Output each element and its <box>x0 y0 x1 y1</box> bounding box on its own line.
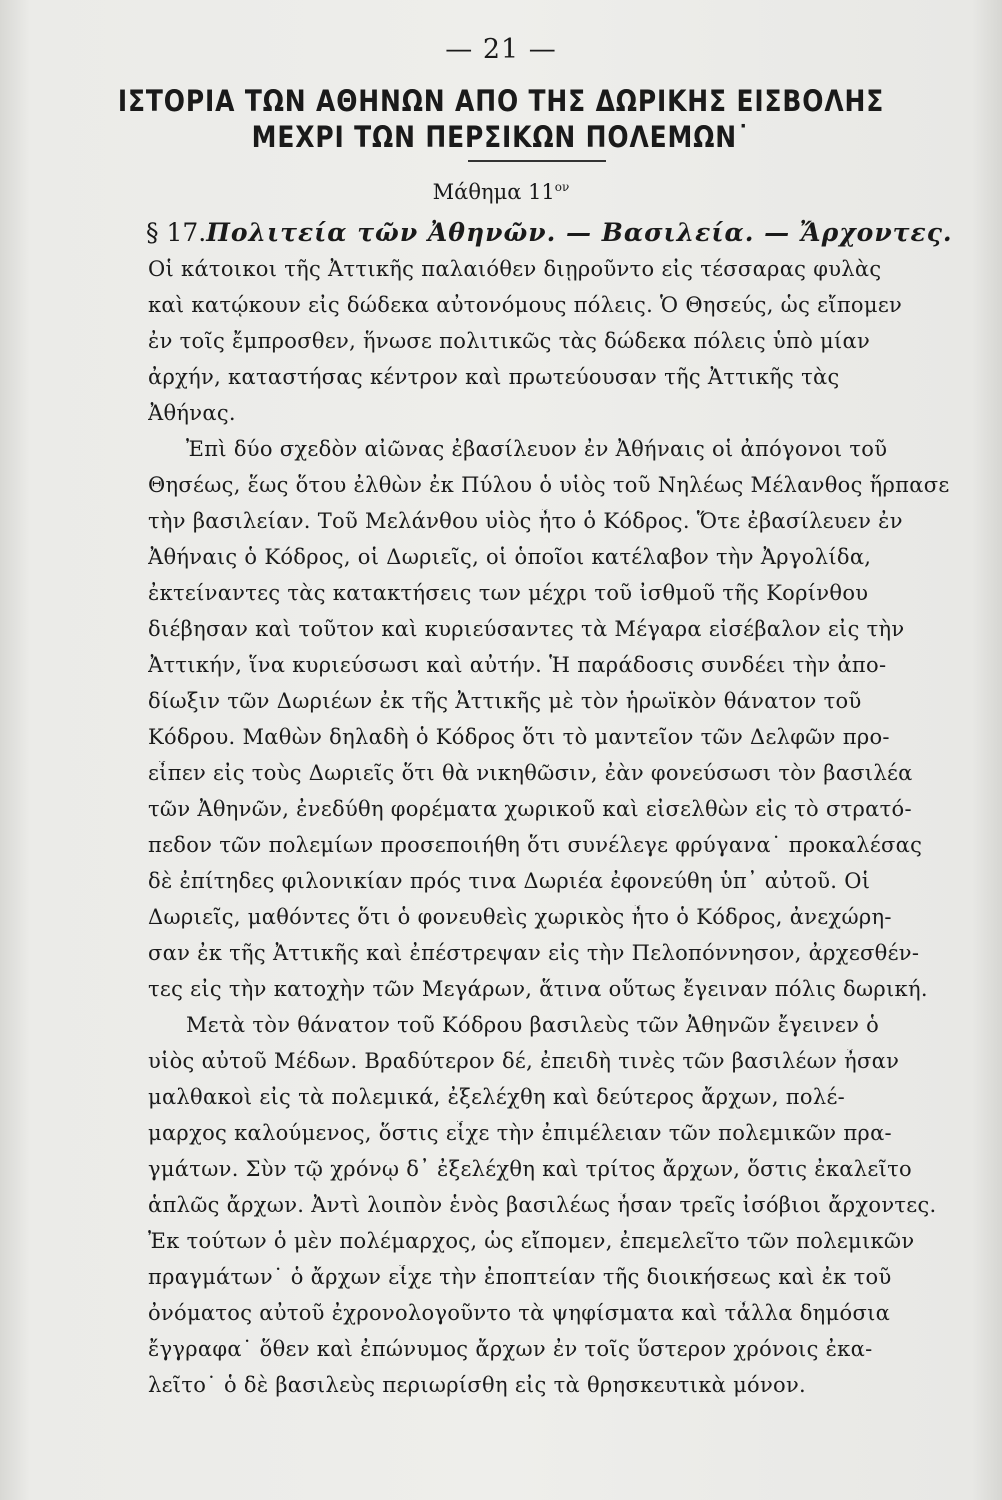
text-line: Ἐπὶ δύο σχεδὸν αἰῶνας ἐβασίλευον ἐν Ἀθήναις οἱ ἀπόγονοι τοῦ <box>186 437 888 461</box>
text-line: μαρχος καλούμενος, ὅστις εἶχε τὴν ἐπιμέλειαν τῶν πολεμικῶν πρα- <box>148 1121 892 1145</box>
text-line: ὀνόματος αὐτοῦ ἐχρονολογοῦντο τὰ ψηφίσματα καὶ τἆλλα δημόσια <box>148 1301 891 1325</box>
text-line: καὶ κατῴκουν εἰς δώδεκα αὐτονόμους πόλεις. Ὁ Θησεύς, ὡς εἴπομεν <box>148 293 903 317</box>
page-number: — 21 — <box>445 34 557 65</box>
text-line: μαλθακοὶ εἰς τὰ πολεμικά, ἐξελέχθη καὶ δεύτερος ἄρχων, πολέ- <box>148 1085 846 1109</box>
text-line: πεδον τῶν πολεμίων προσεποιήθη ὅτι συνέλεγε φρύγανα˙ προκαλέσας <box>148 833 923 857</box>
text-line: ἐκτείναντες τὰς κατακτήσεις των μέχρι τοῦ ἰσθμοῦ τῆς Κορίνθου <box>148 581 869 605</box>
lesson-label-suffix: ον <box>554 180 570 194</box>
text-line: σαν ἐκ τῆς Ἀττικῆς καὶ ἐπέστρεψαν εἰς τὴν Πελοπόννησον, ἀρχεσθέν- <box>148 941 920 965</box>
chapter-title-line-1: ΙΣΤΟΡΙΑ ΤΩΝ ΑΘΗΝΩΝ ΑΠΟ ΤΗΣ ΔΩΡΙΚΗΣ ΕΙΣΒΟΛΗΣ <box>117 84 885 118</box>
text-line: πραγμάτων˙ ὁ ἄρχων εἶχε τὴν ἐποπτείαν τῆς διοικήσεως καὶ ἐκ τοῦ <box>148 1265 892 1289</box>
lesson-label-text: Μάθημα 11 <box>432 180 555 204</box>
text-line: Ἀθήναις ὁ Κόδρος, οἱ Δωριεῖς, οἱ ὁποῖοι κατέλαβον τὴν Ἀργολίδα, <box>148 545 872 569</box>
text-line: Οἱ κάτοικοι τῆς Ἀττικῆς παλαιόθεν διῃροῦντο εἰς τέσσαρας φυλὰς <box>148 257 882 281</box>
text-line: Δωριεῖς, μαθόντες ὅτι ὁ φονευθεὶς χωρικὸς ἦτο ὁ Κόδρος, ἀνεχώρη- <box>148 905 892 929</box>
text-line: δὲ ἐπίτηδες φιλονικίαν πρός τινα Δωριέα ἐφονεύθη ὑπ᾽ αὐτοῦ. Οἱ <box>148 869 871 893</box>
text-line: Θησέως, ἕως ὅτου ἐλθὼν ἐκ Πύλου ὁ υἱὸς τοῦ Νηλέως Μέλανθος ἥρπασε <box>148 473 950 497</box>
chapter-title-line-2: ΜΕΧΡΙ ΤΩΝ ΠΕΡΣΙΚΩΝ ΠΟΛΕΜΩΝ˙ <box>251 120 751 154</box>
text-line: δίωξιν τῶν Δωριέων ἐκ τῆς Ἀττικῆς μὲ τὸν ἡρωϊκὸν θάνατον τοῦ <box>148 689 862 713</box>
text-line: τῶν Ἀθηνῶν, ἐνεδύθη φορέματα χωρικοῦ καὶ εἰσελθὼν εἰς τὸ στρατό- <box>148 797 912 821</box>
text-line: Ἐκ τούτων ὁ μὲν πολέμαρχος, ὡς εἴπομεν, ἐπεμελεῖτο τῶν πολεμικῶν <box>148 1229 915 1253</box>
text-line: Κόδρου. Μαθὼν δηλαδὴ ὁ Κόδρος ὅτι τὸ μαντεῖον τῶν Δελφῶν προ- <box>148 725 890 749</box>
text-line: ἔγγραφα˙ ὅθεν καὶ ἐπώνυμος ἄρχων ἐν τοῖς ὕστερον χρόνοις ἐκα- <box>148 1337 873 1361</box>
section-heading <box>146 218 976 247</box>
text-line: Μετὰ τὸν θάνατον τοῦ Κόδρου βασιλεὺς τῶν Ἀθηνῶν ἔγεινεν ὁ <box>186 1013 880 1037</box>
section-number: § 17. <box>146 218 207 247</box>
text-line: Ἀθήνας. <box>148 401 236 425</box>
text-line: υἱὸς αὐτοῦ Μέδων. Βραδύτερον δέ, ἐπειδὴ τινὲς τῶν βασιλέων ἦσαν <box>148 1049 900 1073</box>
text-line: ἐν τοῖς ἔμπροσθεν, ἥνωσε πολιτικῶς τὰς δώδεκα πόλεις ὑπὸ μίαν <box>148 329 871 353</box>
title-divider <box>468 160 606 162</box>
lesson-label <box>0 180 1002 204</box>
text-line: τες εἰς τὴν κατοχὴν τῶν Μεγάρων, ἅτινα οὕτως ἔγειναν πόλις δωρική. <box>148 977 928 1001</box>
section-heading-text: Πολιτεία τῶν Ἀθηνῶν. — Βασιλεία. — Ἄρχοντες. <box>206 218 953 247</box>
text-line: Ἀττικήν, ἵνα κυριεύσωσι καὶ αὐτήν. Ἡ παράδοσις συνδέει τὴν ἀπο- <box>148 653 887 677</box>
text-line: εἶπεν εἰς τοὺς Δωριεῖς ὅτι θὰ νικηθῶσιν, ἐὰν φονεύσωσι τὸν βασιλέα <box>148 761 913 785</box>
text-line: διέβησαν καὶ τοῦτον καὶ κυριεύσαντες τὰ Μέγαρα εἰσέβαλον εἰς τὴν <box>148 617 905 641</box>
text-line: γμάτων. Σὺν τῷ χρόνῳ δ᾽ ἐξελέχθη καὶ τρίτος ἄρχων, ὅστις ἐκαλεῖτο <box>148 1157 912 1181</box>
text-line: ἀρχήν, καταστήσας κέντρον καὶ πρωτεύουσαν τῆς Ἀττικῆς τὰς <box>148 365 840 389</box>
text-line: τὴν βασιλείαν. Τοῦ Μελάνθου υἱὸς ἦτο ὁ Κόδρος. Ὅτε ἐβασίλευεν ἐν <box>148 509 903 533</box>
text-line: ἁπλῶς ἄρχων. Ἀντὶ λοιπὸν ἑνὸς βασιλέως ἦσαν τρεῖς ἰσόβιοι ἄρχοντες. <box>148 1193 937 1217</box>
text-line: λεῖτο˙ ὁ δὲ βασιλεὺς περιωρίσθη εἰς τὰ θρησκευτικὰ μόνον. <box>148 1373 807 1397</box>
